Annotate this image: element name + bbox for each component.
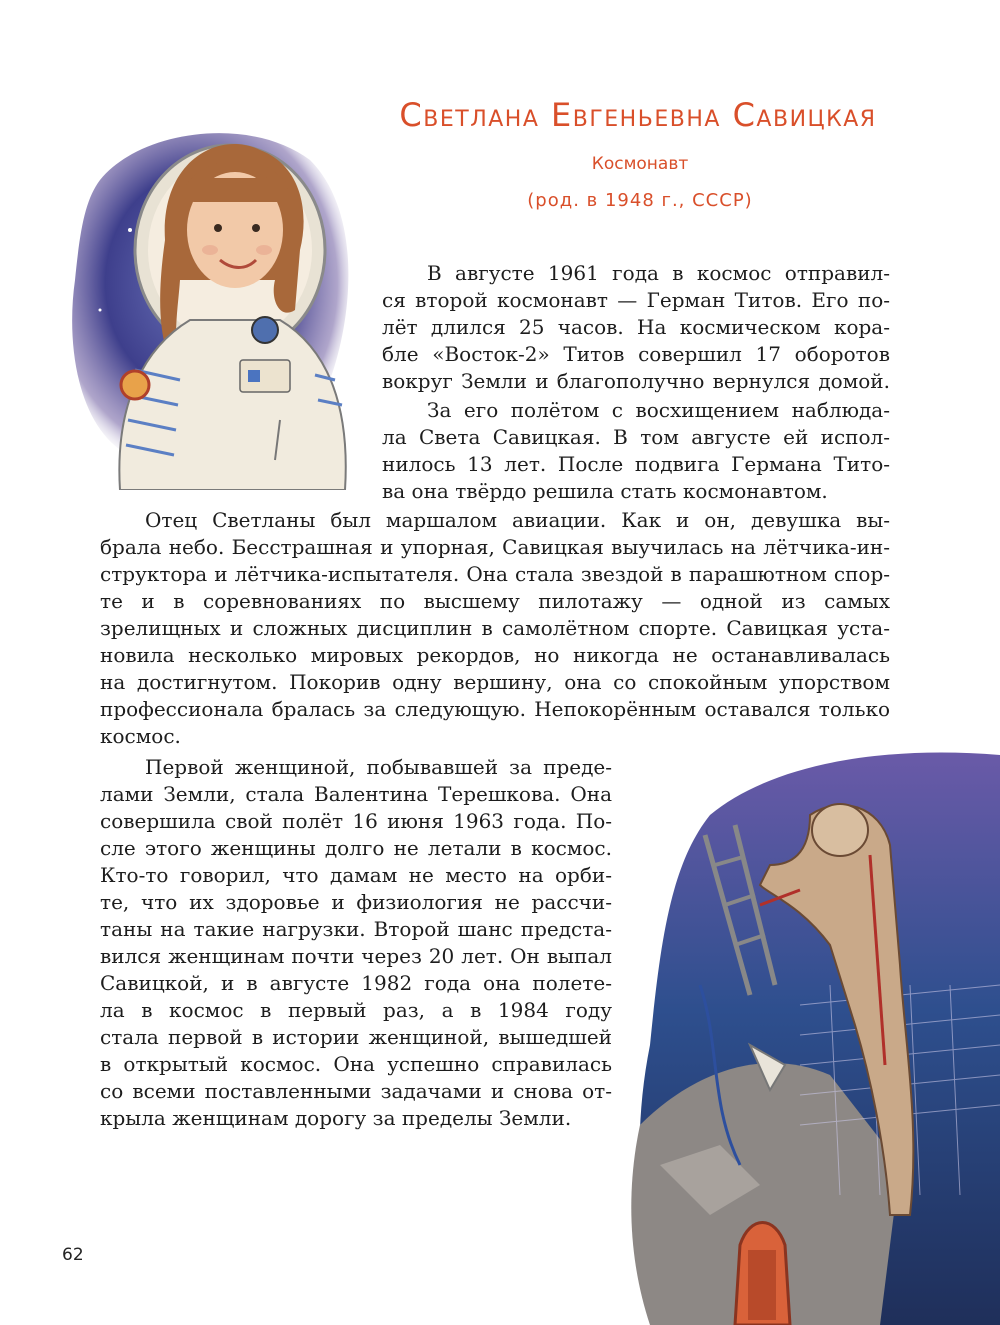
text-line: Кто-то говорил, что дамам не место на орби-: [100, 863, 612, 887]
text-line: нилось 13 лет. После подвига Германа Тито-: [382, 452, 890, 476]
text-line: Савицкой, и в августе 1982 года она полете-: [100, 971, 612, 995]
paragraph-4: [100, 754, 612, 1132]
text-line: крыла женщинам дорогу за пределы Земли.: [100, 1106, 572, 1130]
page-title: Светлана Евгеньевна Савицкая: [399, 96, 877, 134]
text-line: в открытый космос. Она успешно справилась: [100, 1052, 612, 1076]
text-line: Отец Светланы был маршалом авиации. Как и он, девушка вы-: [145, 508, 890, 532]
text-line: За его полётом с восхищением наблюда-: [427, 398, 890, 422]
text-line: бле «Восток-2» Титов совершил 17 оборотов: [382, 342, 890, 366]
text-line: космос.: [100, 724, 181, 748]
text-line: профессионала бралась за следующую. Непокорённым оставался только: [100, 697, 890, 721]
text-line: ла Света Савицкая. В том августе ей испол-: [382, 425, 890, 449]
text-line: Первой женщиной, побывавшей за преде-: [145, 755, 612, 779]
spacewalk-illustration: [600, 745, 1000, 1325]
text-line: совершила свой полёт 16 июня 1963 года. По-: [100, 809, 612, 833]
text-line: на достигнутом. Покорив одну вершину, она со спокойным упорством: [100, 670, 890, 694]
astronaut-portrait-illustration: [60, 120, 360, 490]
birth-info: (род. в 1948 г., СССР): [527, 190, 753, 211]
text-line: В августе 1961 года в космос отправил-: [427, 261, 890, 285]
text-line: новила несколько мировых рекордов, но никогда не останавливалась: [100, 643, 890, 667]
text-line: сле этого женщины долго не летали в космос.: [100, 836, 612, 860]
paragraph-2: [382, 397, 890, 505]
text-line: брала небо. Бесстрашная и упорная, Савицкая выучилась на лётчика-ин-: [100, 535, 890, 559]
text-line: ся второй космонавт — Герман Титов. Его по-: [382, 288, 890, 312]
text-line: лёт длился 25 часов. На космическом кора-: [382, 315, 890, 339]
page-number: 62: [62, 1245, 84, 1265]
text-line: лами Земли, стала Валентина Терешкова. Она: [100, 782, 612, 806]
text-line: вокруг Земли и благополучно вернулся домой.: [382, 369, 890, 393]
text-line: те, что их здоровье и физиология не рассчи-: [100, 890, 612, 914]
text-line: структора и лётчика-испытателя. Она стала звездой в парашютном спор-: [100, 562, 890, 586]
text-line: те и в соревнованиях по высшему пилотажу — одной из самых: [100, 589, 890, 613]
text-line: зрелищных и сложных дисциплин в самолётном спорте. Савицкая уста-: [100, 616, 890, 640]
text-line: стала первой в истории женщиной, вышедшей: [100, 1025, 612, 1049]
paragraph-1: [382, 260, 890, 395]
role-subtitle: Космонавт: [591, 154, 689, 174]
text-line: со всеми поставленными задачами и снова от-: [100, 1079, 612, 1103]
text-line: вился женщинам почти через 20 лет. Он выпал: [100, 944, 612, 968]
text-line: ва она твёрдо решила стать космонавтом.: [382, 479, 828, 503]
paragraph-3: [100, 507, 890, 750]
text-line: таны на такие нагрузки. Второй шанс предста-: [100, 917, 612, 941]
text-line: ла в космос в первый раз, а в 1984 году: [100, 998, 612, 1022]
